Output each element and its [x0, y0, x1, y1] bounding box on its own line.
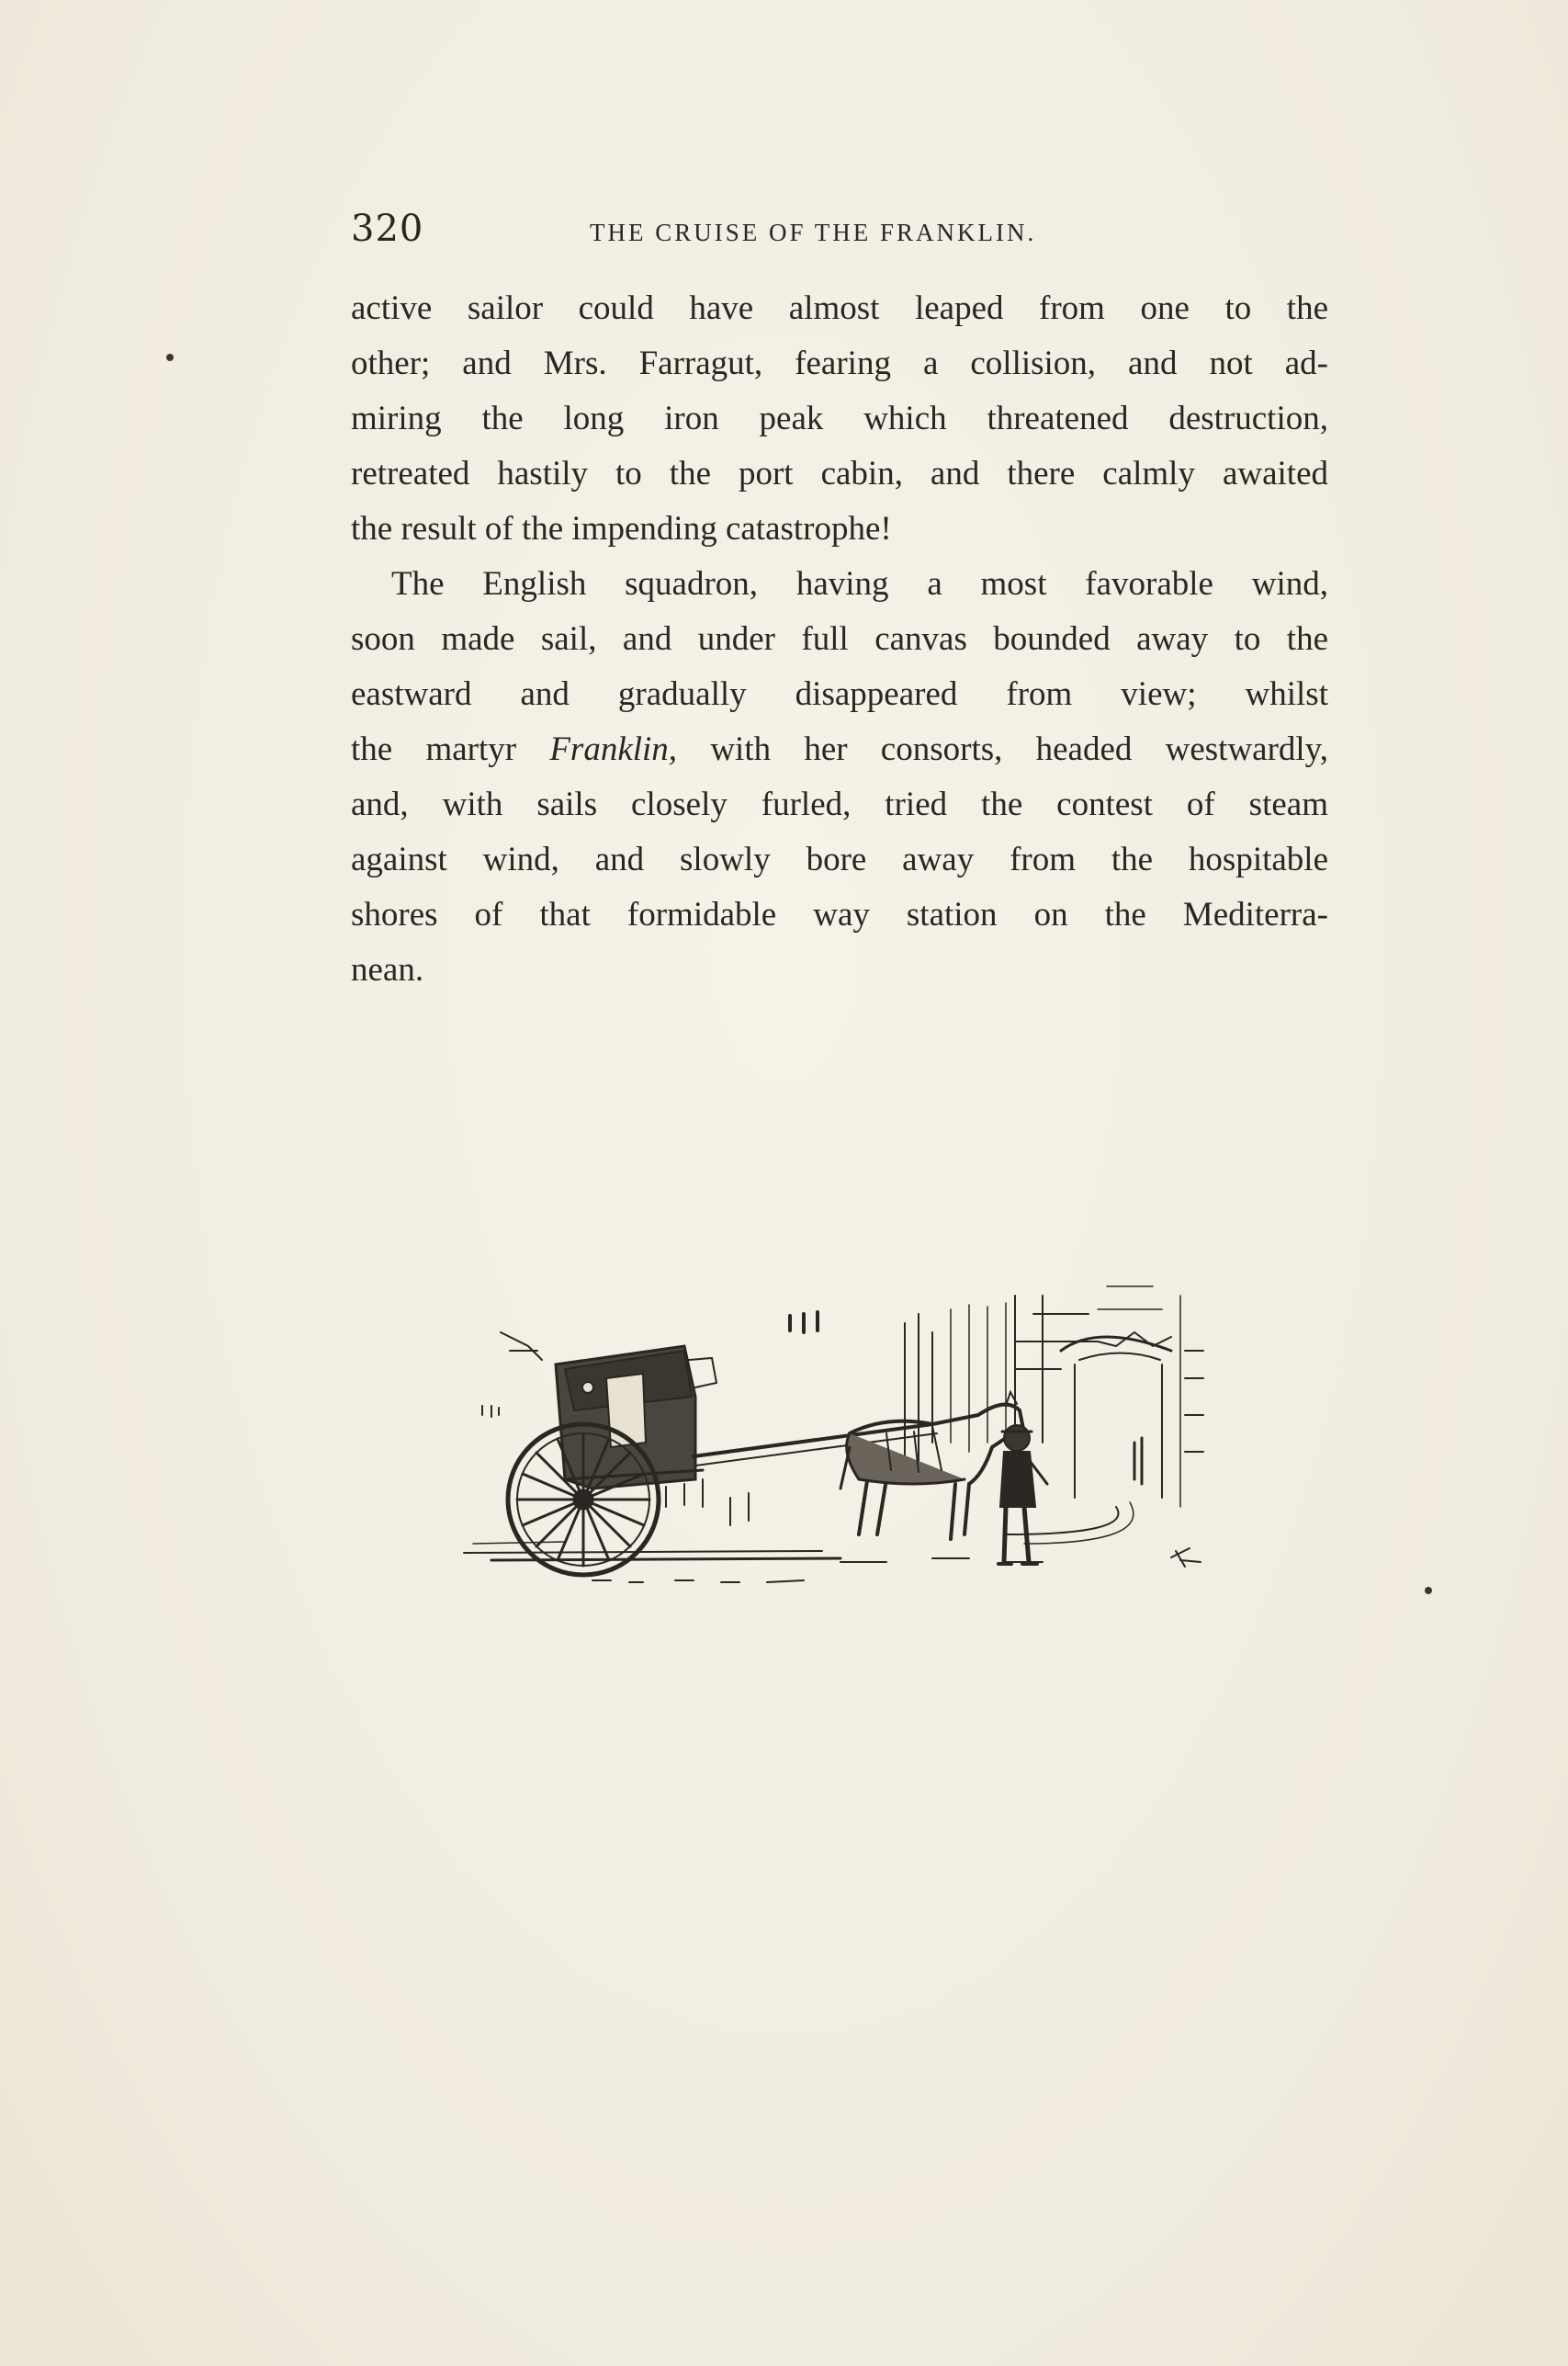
text-line: the result of the impending catastrophe!	[351, 510, 892, 548]
ink-speck	[166, 354, 174, 361]
text-line: eastward and gradually disappeared from view; whilst	[351, 675, 1328, 713]
text-line: retreated hastily to the port cabin, and there calmly awaited	[351, 455, 1328, 492]
paragraph-start-line: The English squadron, having a most favorable wind,	[391, 565, 1328, 603]
text-fragment: the martyr	[351, 730, 517, 768]
text-line: miring the long iron peak which threatened destruction,	[351, 400, 1328, 437]
page-number: 320	[351, 208, 424, 250]
ink-speck	[1425, 1587, 1432, 1594]
running-title: THE CRUISE OF THE FRANKLIN.	[590, 219, 1037, 246]
text-line: shores of that formidable way station on the Mediterra-	[351, 896, 1328, 934]
text-line-with-italic	[351, 722, 1328, 777]
body-text	[351, 281, 1328, 998]
engraving-illustration	[455, 1259, 1208, 1608]
text-line: against wind, and slowly bore away from the hospitable	[351, 841, 1328, 878]
text-line: nean.	[351, 951, 424, 989]
text-line: soon made sail, and under full canvas bounded away to the	[351, 620, 1328, 658]
text-line: active sailor could have almost leaped from one to the	[351, 289, 1328, 327]
ship-name-italic: Franklin,	[549, 730, 678, 768]
text-line: other; and Mrs. Farragut, fearing a collision, and not ad-	[351, 345, 1328, 382]
running-head	[351, 208, 1328, 254]
text-line: and, with sails closely furled, tried the contest of steam	[351, 786, 1328, 823]
text-fragment: with her consorts, headed westwardly,	[710, 730, 1329, 768]
